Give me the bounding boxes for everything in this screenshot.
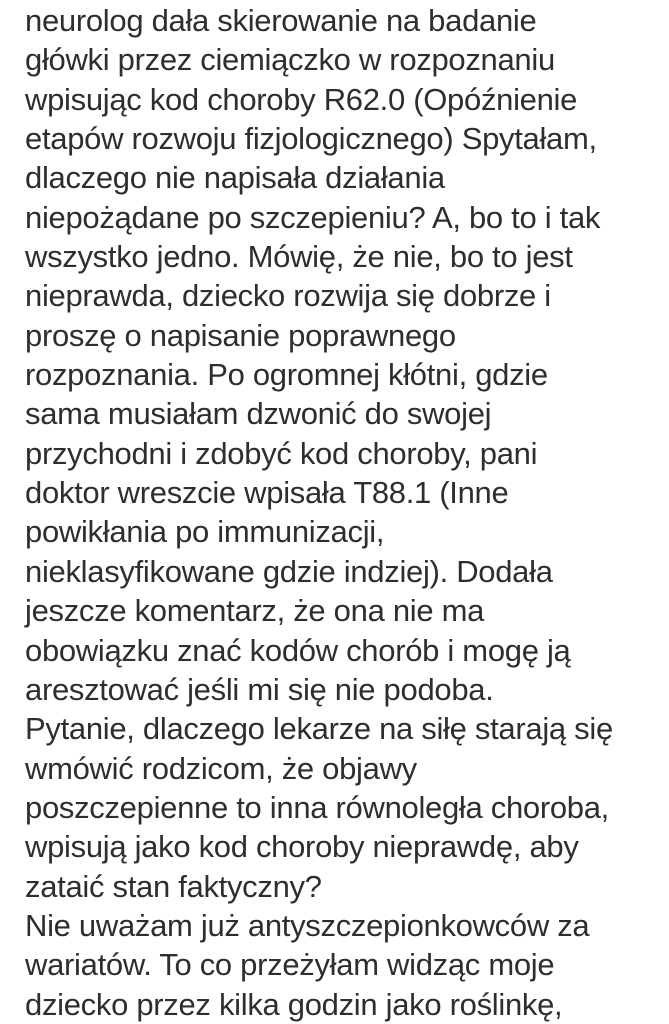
text-line: dziecko przez kilka godzin jako roślinkę, xyxy=(25,986,563,1022)
text-line: nieklasyfikowane gdzie indziej). Dodała xyxy=(25,553,553,589)
text-line: Nie uważam już antyszczepionkowców za xyxy=(25,907,590,943)
text-line: Pytanie, dlaczego lekarze na siłę starają się xyxy=(25,711,613,747)
text-line: rozpoznania. Po ogromnej kłótni, gdzie xyxy=(25,357,548,393)
text-line: wpisując kod choroby R62.0 (Opóźnienie xyxy=(25,81,578,117)
text-line: dlaczego nie napisała działania xyxy=(25,160,445,196)
text-line: przychodni i zdobyć kod choroby, pani xyxy=(25,435,538,471)
text-line: doktor wreszcie wpisała T88.1 (Inne xyxy=(25,475,509,511)
text-line: obowiązku znać kodów chorób i mogę ją xyxy=(25,632,571,668)
text-line: wmówić rodzicom, że objawy xyxy=(25,750,417,786)
text-line: neurolog dała skierowanie na badanie xyxy=(25,3,537,38)
text-line: główki przez ciemiączko w rozpoznaniu xyxy=(25,42,555,78)
text-line: zataić stan faktyczny? xyxy=(25,868,322,904)
text-line: wszystko jedno. Mówię, że nie, bo to jest xyxy=(25,239,573,275)
text-line: powikłania po immunizacji, xyxy=(25,514,385,550)
text-line: jeszcze komentarz, że ona nie ma xyxy=(25,593,485,629)
text-line: niepożądane po szczepieniu? A, bo to i tak xyxy=(25,199,601,235)
text-line: sama musiałam dzwonić do swojej xyxy=(25,396,492,432)
text-line: proszę o napisanie poprawnego xyxy=(25,317,456,353)
text-line: wariatów. To co przeżyłam widząc moje xyxy=(25,947,555,983)
text-line: poszczepienne to inna równoległa choroba, xyxy=(25,789,609,825)
text-line: wpisują jako kod choroby nieprawdę, aby xyxy=(25,829,579,865)
text-line: nieprawda, dziecko rozwija się dobrze i xyxy=(25,278,551,314)
text-line: aresztować jeśli mi się nie podoba. xyxy=(25,671,494,707)
text-line: etapów rozwoju fizjologicznego) Spytałam, xyxy=(25,121,597,157)
